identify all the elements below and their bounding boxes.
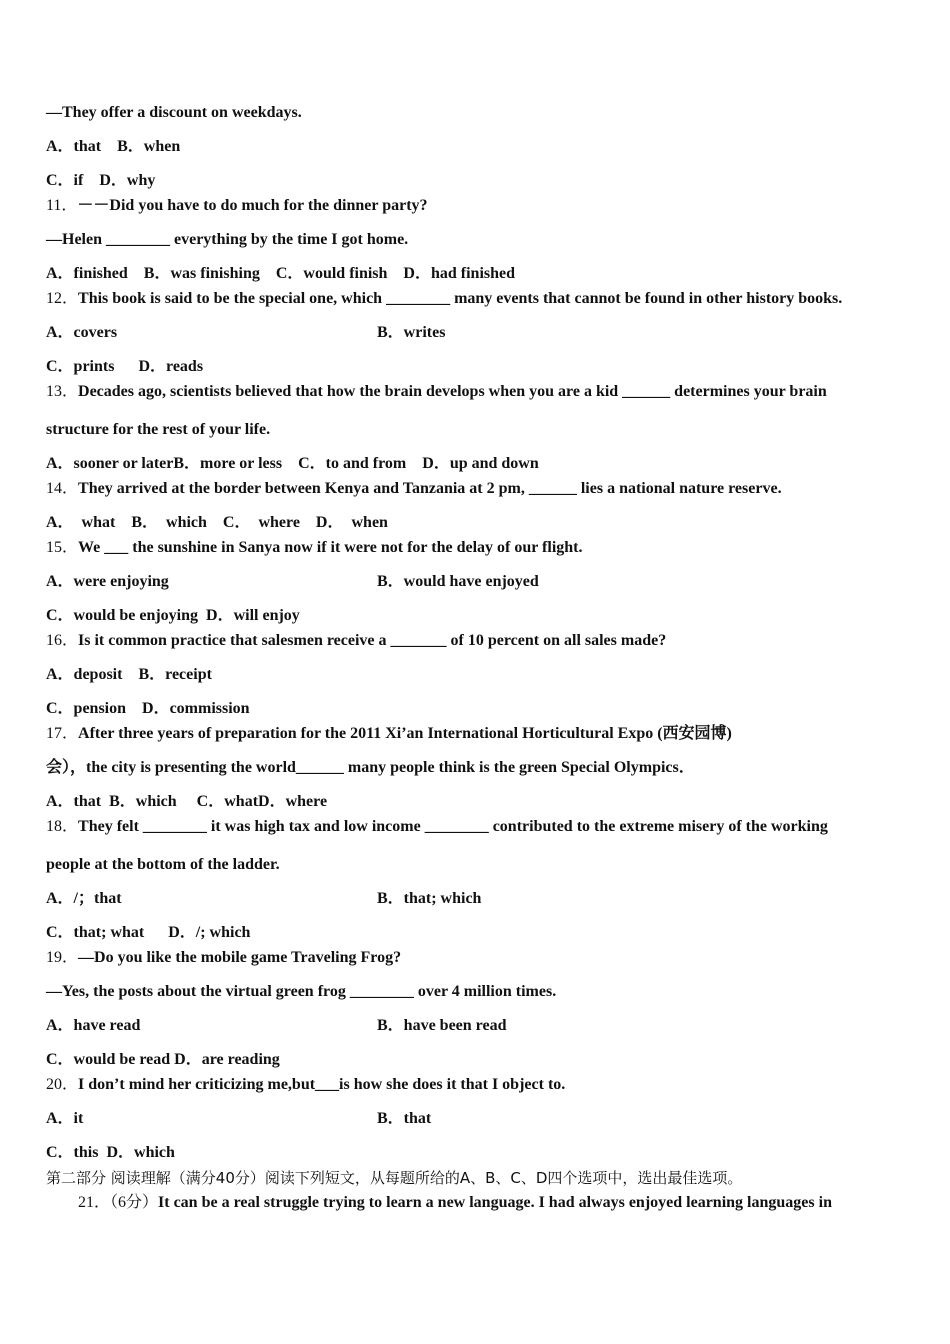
q14-number: 14． <box>46 480 79 497</box>
q15-stem-text: We ___ the sunshine in Sanya now if it were not for the delay of our flight. <box>78 539 583 556</box>
q20-number: 20． <box>46 1076 79 1093</box>
q10-options-cd: C．if D．why <box>46 172 156 189</box>
q17-stem <box>46 724 732 744</box>
q19-line2: —Yes, the posts about the virtual green frog ________ over 4 million times. <box>46 983 557 1000</box>
q11-line2: —Helen ________ everything by the time I got home. <box>46 231 409 248</box>
q15-options-cd: C．would be enjoying D．will enjoy <box>46 607 300 624</box>
q14-stem-text: They arrived at the border between Kenya and Tanzania at 2 pm, ______ lies a national nature reserve. <box>78 480 782 497</box>
q17-stem-text: After three years of preparation for the 2011 Xi’an International Horticultural Expo (西安园博) <box>78 725 732 742</box>
q20-options-cd: C．this D．which <box>46 1144 175 1161</box>
q19-number: 19． <box>46 949 79 966</box>
q13-options: A．sooner or laterB．more or less C．to and from D．up and down <box>46 455 539 472</box>
q10-answer-line: —They offer a discount on weekdays. <box>46 104 302 121</box>
q21-number: 21．（6分） <box>78 1194 159 1211</box>
q18-stem <box>46 817 828 837</box>
q18-options-cd: C．that; what D．/; which <box>46 924 251 941</box>
q16-stem-text: Is it common practice that salesmen receive a _______ of 10 percent on all sales made? <box>78 632 667 649</box>
q10-options-ab: A．that B．when <box>46 138 181 155</box>
q20-option-a: A．it <box>46 1110 84 1127</box>
q18-number: 18． <box>46 818 79 835</box>
q17-number: 17． <box>46 725 79 742</box>
q12-option-b: B．writes <box>377 324 446 341</box>
q15-number: 15． <box>46 539 79 556</box>
q14-stem <box>46 479 782 499</box>
q20-stem <box>46 1075 565 1095</box>
q12-stem-text: This book is said to be the special one, which ________ many events that cannot be found in other history books. <box>78 290 843 307</box>
q13-number: 13． <box>46 383 79 400</box>
section-heading: 第二部分 阅读理解（满分40分）阅读下列短文，从每题所给的A、B、C、D四个选项中，选出最佳选项。 <box>46 1169 743 1187</box>
q20-option-b: B．that <box>377 1110 432 1127</box>
q11-stem-text: －－Did you have to do much for the dinner party? <box>77 197 428 214</box>
q17-line2: 会），the city is presenting the world______ many people think is the green Special Olympics． <box>46 759 695 776</box>
q13-stem <box>46 382 827 402</box>
q18-option-b: B．that; which <box>377 890 482 907</box>
q11-stem <box>46 196 428 216</box>
q13-line2: structure for the rest of your life. <box>46 421 271 438</box>
q16-number: 16． <box>46 632 79 649</box>
q12-options-cd: C．prints D．reads <box>46 358 204 375</box>
q18-stem-text: They felt ________ it was high tax and low income ________ contributed to the extreme misery of the working <box>78 818 828 835</box>
q19-stem-text: —Do you like the mobile game Traveling Frog? <box>78 949 402 966</box>
q21-stem-text: It can be a real struggle trying to learn a new language. I had always enjoyed learning languages in <box>158 1194 832 1211</box>
q13-stem-text: Decades ago, scientists believed that how the brain develops when you are a kid ______ determines your brain <box>78 383 827 400</box>
q21-stem <box>78 1193 832 1213</box>
q17-options: A．that B．which C．whatD．where <box>46 793 328 810</box>
q16-stem <box>46 631 666 651</box>
q12-number: 12． <box>46 290 79 307</box>
q19-options-cd: C．would be read D．are reading <box>46 1051 280 1068</box>
q15-stem <box>46 538 583 558</box>
q18-option-a: A．/；that <box>46 890 122 907</box>
q12-option-a: A．covers <box>46 324 118 341</box>
q14-options: A． what B． which C． where D． when <box>46 514 388 531</box>
q19-stem <box>46 948 401 968</box>
q11-number: 11． <box>46 197 78 214</box>
q20-stem-text: I don’t mind her criticizing me,but___is how she does it that I object to. <box>78 1076 566 1093</box>
q15-option-a: A．were enjoying <box>46 573 169 590</box>
q19-option-a: A．have read <box>46 1017 141 1034</box>
q18-line2: people at the bottom of the ladder. <box>46 856 280 873</box>
q16-options-ab: A．deposit B．receipt <box>46 666 212 683</box>
q11-options: A．finished B．was finishing C．would finish D．had finished <box>46 265 516 282</box>
q19-option-b: B．have been read <box>377 1017 507 1034</box>
q16-options-cd: C．pension D．commission <box>46 700 250 717</box>
q12-stem <box>46 289 842 309</box>
q15-option-b: B．would have enjoyed <box>377 573 539 590</box>
